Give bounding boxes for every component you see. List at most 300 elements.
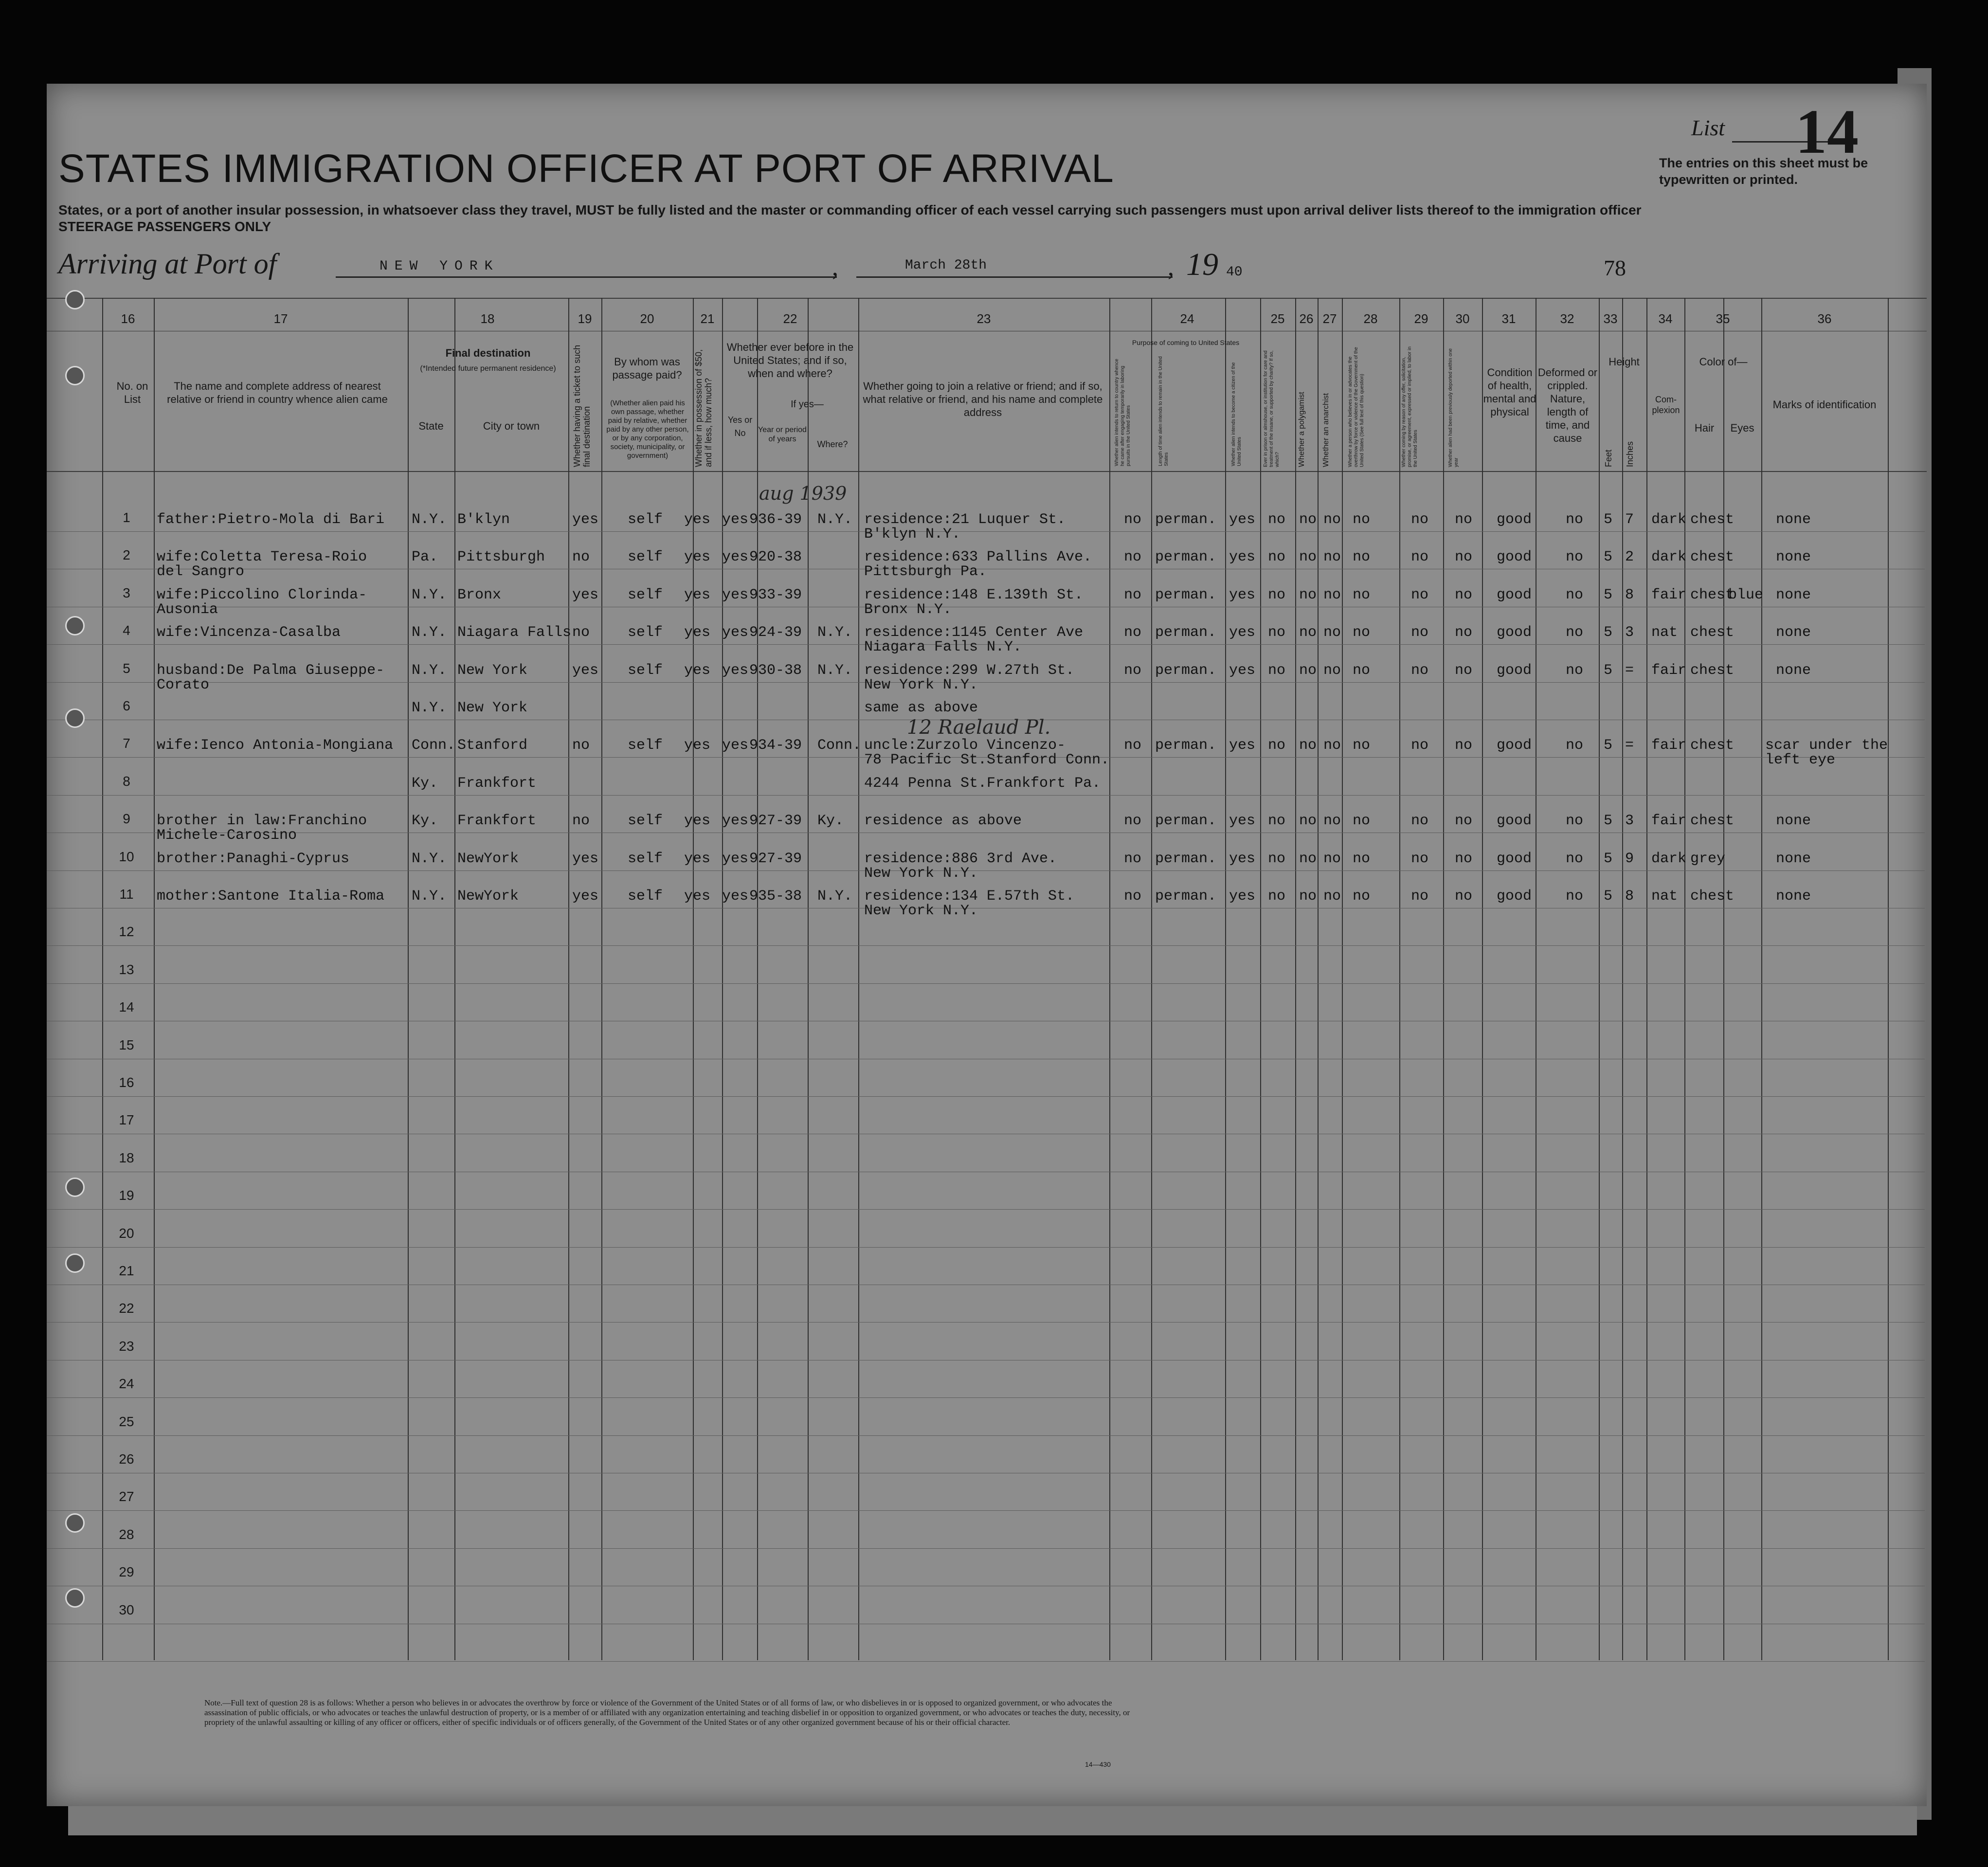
hdr-overthrow: Whether a person who believes in or advocates the overthrow by force or violence of the Government of the United States (See full text of this question) [1348, 347, 1365, 467]
hdr-feet: Feet [1604, 449, 1613, 467]
column-number: 23 [976, 311, 991, 326]
relative-name: wife:Vincenza-Casalba [157, 624, 341, 641]
length-value: perman. [1155, 813, 1217, 829]
ticket-value: yes [572, 851, 599, 867]
hdr-purpose-c: Whether alien intends to become a citizen of the United States [1231, 362, 1242, 466]
health-value: good [1497, 587, 1532, 603]
binder-hole [65, 616, 85, 635]
height-feet: 5 [1604, 587, 1613, 603]
row-rule [47, 682, 1925, 683]
column-divider [1646, 298, 1647, 1660]
row-rule [47, 1435, 1925, 1436]
hdr-purpose-a: Whether alien intends to return to country whence he came after engaging temporarily in laboring pursuits in the United States [1114, 359, 1131, 466]
hair-value: chest [1690, 813, 1735, 829]
hdr-complexion: Com-plexion [1652, 395, 1680, 415]
row-number: 14 [119, 999, 134, 1015]
year-suffix: 40 [1226, 265, 1243, 280]
prison-value: no [1268, 888, 1286, 905]
overthrow-value: no [1353, 511, 1371, 528]
column-number: 20 [640, 311, 654, 326]
polygamist-value: no [1299, 888, 1317, 905]
dest-city: Pittsburgh [457, 549, 545, 565]
anarchist-value: no [1323, 624, 1341, 641]
steerage-label: STEERAGE PASSENGERS ONLY [58, 219, 271, 234]
list-number: 14 [1795, 97, 1859, 167]
row-rule [47, 983, 1925, 984]
return-value: no [1124, 813, 1142, 829]
column-number: 18 [480, 311, 495, 326]
handwritten-address: 12 Raelaud Pl. [907, 716, 1051, 739]
hdr-period: Year or period of years [758, 426, 807, 443]
money-value: yes [684, 549, 711, 565]
binder-hole [65, 1588, 85, 1608]
citizen-value: yes [1229, 737, 1256, 754]
hdr-where: Where? [817, 439, 848, 449]
polygamist-value: no [1299, 624, 1317, 641]
column-divider [601, 298, 602, 1660]
deformed-value: no [1566, 813, 1584, 829]
citizen-value: yes [1229, 624, 1256, 641]
relative-name-cont: del Sangro [157, 563, 245, 580]
dest-state: Ky. [412, 813, 438, 829]
hair-value: grey [1690, 851, 1726, 867]
ticket-value: yes [572, 587, 599, 603]
row-number: 20 [119, 1226, 134, 1241]
offer-value: no [1411, 851, 1429, 867]
dest-city: B'klyn [457, 511, 510, 528]
column-divider [1761, 298, 1762, 1660]
offer-value: no [1411, 549, 1429, 565]
paid-by-value: self [628, 587, 663, 603]
hdr-inches: Inches [1625, 441, 1635, 467]
length-value: perman. [1155, 549, 1217, 565]
column-number: 21 [700, 311, 715, 326]
hdr-paid-by: By whom was passage paid? [612, 356, 682, 381]
length-value: perman. [1155, 851, 1217, 867]
column-number: 27 [1322, 311, 1337, 326]
column-divider [568, 298, 569, 1660]
polygamist-value: no [1299, 549, 1317, 565]
height-feet: 5 [1604, 737, 1613, 754]
ticket-value: yes [572, 511, 599, 528]
column-number: 28 [1363, 311, 1378, 326]
deported-value: no [1455, 737, 1473, 754]
column-divider [1723, 298, 1724, 1660]
relative-name: father:Pietro-Mola di Bari [157, 511, 385, 528]
return-value: no [1124, 624, 1142, 641]
where-value: N.Y. [817, 662, 853, 679]
joining-value-cont: New York N.Y. [864, 903, 978, 919]
marks-value: none [1776, 549, 1811, 565]
column-number: 24 [1180, 311, 1194, 326]
dest-state: Conn. [412, 737, 456, 754]
hdr-height: Height [1608, 356, 1640, 368]
prison-value: no [1268, 813, 1286, 829]
relative-name-cont: Corato [157, 677, 210, 693]
ship-number: 78 [1604, 255, 1626, 280]
deported-value: no [1455, 851, 1473, 867]
handwritten-date: aug 1939 [759, 483, 847, 504]
column-divider [1225, 298, 1226, 1660]
complexion-value: dark [1651, 851, 1687, 867]
ticket-value: no [572, 737, 590, 754]
column-divider [154, 298, 155, 1660]
height-feet: 5 [1604, 851, 1613, 867]
offer-value: no [1411, 587, 1429, 603]
hdr-offer: Whether coming by reason of any offer, solicitation, promise, or agreement, expressed or implied, to labor in the United States [1401, 346, 1418, 467]
health-value: good [1497, 549, 1532, 565]
hdr-eyes: Eyes [1730, 422, 1754, 434]
relative-name: brother:Panaghi-Cyprus [157, 851, 350, 867]
length-value: perman. [1155, 587, 1217, 603]
dest-state: N.Y. [412, 587, 447, 603]
year-prefix: 19 [1186, 247, 1218, 282]
port-value: NEW YORK [380, 259, 500, 274]
height-inches: = [1625, 737, 1634, 754]
dest-city: Stanford [457, 737, 528, 754]
deported-value: no [1455, 888, 1473, 905]
dest-state: N.Y. [412, 700, 447, 716]
column-number: 16 [121, 311, 135, 326]
return-value: no [1124, 587, 1142, 603]
binder-hole [65, 290, 85, 309]
citizen-value: yes [1229, 511, 1256, 528]
marks-value: none [1776, 813, 1811, 829]
column-number: 34 [1658, 311, 1673, 326]
polygamist-value: no [1299, 813, 1317, 829]
anarchist-value: no [1323, 888, 1341, 905]
return-value: no [1124, 662, 1142, 679]
height-inches: 3 [1625, 624, 1634, 641]
paid-by-value: self [628, 737, 663, 754]
before-us-value: yes [722, 549, 749, 565]
binder-hole [65, 1178, 85, 1197]
binder-hole [65, 1513, 85, 1533]
relative-name: husband:De Palma Giuseppe- [157, 662, 385, 679]
column-number: 17 [273, 311, 288, 326]
where-value: Ky. [817, 813, 844, 829]
column-number: 33 [1603, 311, 1618, 326]
joining-value: residence:633 Pallins Ave. [864, 549, 1092, 565]
money-value: yes [684, 813, 711, 829]
height-inches: 8 [1625, 888, 1634, 905]
row-number: 24 [119, 1376, 134, 1391]
port-comma: , [832, 254, 838, 281]
citizen-value: yes [1229, 888, 1256, 905]
overthrow-value: no [1353, 662, 1371, 679]
citizen-value: yes [1229, 851, 1256, 867]
column-number: 22 [783, 311, 797, 326]
polygamist-value: no [1299, 737, 1317, 754]
row-number: 4 [123, 623, 130, 638]
row-number: 12 [119, 924, 134, 939]
overthrow-value: no [1353, 813, 1371, 829]
row-number: 27 [119, 1489, 134, 1504]
money-value: yes [684, 624, 711, 641]
column-divider [454, 298, 455, 1660]
row-rule [47, 1397, 1925, 1398]
health-value: good [1497, 851, 1532, 867]
row-number: 10 [119, 849, 134, 864]
money-value: yes [684, 737, 711, 754]
joining-value-cont: Niagara Falls N.Y. [864, 639, 1022, 655]
deformed-value: no [1566, 511, 1584, 528]
where-value: N.Y. [817, 624, 853, 641]
relative-name: wife:Coletta Teresa-Roio [157, 549, 367, 565]
column-divider [1295, 298, 1296, 1660]
citizen-value: yes [1229, 549, 1256, 565]
where-value: N.Y. [817, 888, 853, 905]
eyes-value: blue [1728, 587, 1764, 603]
dest-city: Frankfort [457, 813, 537, 829]
table-top-line [47, 298, 1927, 299]
form-code: 14—430 [1085, 1760, 1111, 1768]
dest-state: N.Y. [412, 511, 447, 528]
hair-value: chest [1690, 737, 1735, 754]
column-divider [1684, 298, 1685, 1660]
money-value: yes [684, 511, 711, 528]
row-number: 23 [119, 1339, 134, 1354]
column-divider [693, 298, 694, 1660]
overthrow-value: no [1353, 737, 1371, 754]
joining-value-cont: New York N.Y. [864, 677, 978, 693]
citizen-value: yes [1229, 813, 1256, 829]
offer-value: no [1411, 511, 1429, 528]
length-value: perman. [1155, 511, 1217, 528]
row-number: 11 [119, 887, 134, 902]
hair-value: chest [1690, 662, 1735, 679]
hair-value: chest [1690, 549, 1735, 565]
row-number: 1 [123, 510, 130, 525]
anarchist-value: no [1323, 511, 1341, 528]
return-value: no [1124, 511, 1142, 528]
row-number: 3 [123, 585, 130, 600]
period-value: 927-39 [749, 813, 802, 829]
offer-value: no [1411, 813, 1429, 829]
deported-value: no [1455, 813, 1473, 829]
overthrow-value: no [1353, 549, 1371, 565]
binder-hole [65, 1253, 85, 1273]
anarchist-value: no [1323, 549, 1341, 565]
joining-value: residence:886 3rd Ave. [864, 851, 1057, 867]
return-value: no [1124, 888, 1142, 905]
column-number: 26 [1299, 311, 1314, 326]
deformed-value: no [1566, 888, 1584, 905]
marks-value: none [1776, 662, 1811, 679]
hdr-city: City or town [483, 420, 540, 432]
row-rule [47, 1548, 1925, 1549]
money-value: yes [684, 851, 711, 867]
height-inches: 7 [1625, 511, 1634, 528]
before-us-value: yes [722, 624, 749, 641]
prison-value: no [1268, 511, 1286, 528]
citizen-value: yes [1229, 662, 1256, 679]
column-number: 19 [578, 311, 592, 326]
paid-by-value: self [628, 888, 663, 905]
row-number: 7 [123, 736, 130, 751]
hdr-ticket: Whether having a ticket to such final destination [572, 344, 592, 467]
row-number: 21 [119, 1263, 134, 1278]
health-value: good [1497, 662, 1532, 679]
deported-value: no [1455, 662, 1473, 679]
height-feet: 5 [1604, 888, 1613, 905]
joining-value: uncle:Zurzolo Vincenzo- [864, 737, 1066, 754]
dest-city: New York [457, 662, 528, 679]
dest-city: NewYork [457, 851, 519, 867]
before-us-value: yes [722, 662, 749, 679]
prison-value: no [1268, 624, 1286, 641]
row-number: 13 [119, 962, 134, 977]
joining-value-cont: New York N.Y. [864, 865, 978, 882]
joining-value: 4244 Penna St.Frankfort Pa. [864, 775, 1101, 792]
joining-value: residence:21 Luquer St. [864, 511, 1066, 528]
deported-value: no [1455, 624, 1473, 641]
height-feet: 5 [1604, 549, 1613, 565]
hdr-deformed: Deformed or crippled. Nature, length of time, and cause [1537, 366, 1598, 444]
list-label: List [1691, 115, 1725, 140]
hdr-deported: Whether alien had been previously deported within one year [1448, 348, 1459, 467]
column-number: 30 [1455, 311, 1470, 326]
money-value: yes [684, 587, 711, 603]
prison-value: no [1268, 737, 1286, 754]
dest-state: N.Y. [412, 624, 447, 641]
joining-value: residence:1145 Center Ave [864, 624, 1084, 641]
before-us-value: yes [722, 813, 749, 829]
port-line [336, 276, 837, 278]
hdr-yes-no: Yes or No [727, 415, 753, 438]
anarchist-value: no [1323, 662, 1341, 679]
prison-value: no [1268, 587, 1286, 603]
dest-state: N.Y. [412, 851, 447, 867]
dest-state: N.Y. [412, 662, 447, 679]
row-rule [47, 531, 1925, 532]
height-feet: 5 [1604, 624, 1613, 641]
row-rule [47, 1661, 1925, 1662]
complexion-value: nat [1651, 888, 1678, 905]
height-inches: 9 [1625, 851, 1634, 867]
dest-state: Pa. [412, 549, 438, 565]
column-divider [408, 298, 409, 1660]
column-number: 35 [1716, 311, 1730, 326]
column-divider [1318, 298, 1319, 1660]
complexion-value: fair [1651, 587, 1687, 603]
hdr-if-yes: If yes— [791, 399, 824, 410]
health-value: good [1497, 511, 1532, 528]
dest-city: Frankfort [457, 775, 537, 792]
binder-hole [65, 366, 85, 385]
marks-value-cont: left eye [1765, 752, 1836, 768]
row-number: 9 [123, 811, 130, 826]
row-number: 19 [119, 1188, 134, 1203]
paid-by-value: self [628, 662, 663, 679]
joining-value: same as above [864, 700, 978, 716]
paid-by-value: self [628, 624, 663, 641]
deported-value: no [1455, 511, 1473, 528]
period-value: 933-39 [749, 587, 802, 603]
marks-value: none [1776, 587, 1811, 603]
row-rule [47, 1247, 1925, 1248]
period-value: 924-39 [749, 624, 802, 641]
paid-by-value: self [628, 851, 663, 867]
ticket-value: yes [572, 662, 599, 679]
row-number: 28 [119, 1527, 134, 1542]
row-rule [47, 1322, 1925, 1323]
length-value: perman. [1155, 888, 1217, 905]
relative-name: brother in law:Franchino [157, 813, 367, 829]
column-divider [1599, 298, 1600, 1660]
complexion-value: nat [1651, 624, 1678, 641]
row-number: 18 [119, 1150, 134, 1165]
height-inches: 8 [1625, 587, 1634, 603]
relative-name: mother:Santone Italia-Roma [157, 888, 385, 905]
dest-state: Ky. [412, 775, 438, 792]
header-bottom-line [47, 471, 1927, 472]
row-number: 5 [123, 661, 130, 676]
before-us-value: yes [722, 737, 749, 754]
date-comma: , [1168, 254, 1174, 281]
relative-name: wife:Ienco Antonia-Mongiana [157, 737, 394, 754]
period-value: 930-38 [749, 662, 802, 679]
period-value: 935-38 [749, 888, 802, 905]
money-value: yes [684, 888, 711, 905]
prison-value: no [1268, 851, 1286, 867]
column-divider [1622, 298, 1623, 1660]
hdr-hair: Hair [1694, 422, 1715, 434]
paid-by-value: self [628, 549, 663, 565]
deported-value: no [1455, 587, 1473, 603]
hdr-before-us: Whether ever before in the United States; and if so, when and where? [726, 341, 854, 380]
row-number: 8 [123, 774, 130, 789]
deformed-value: no [1566, 624, 1584, 641]
hdr-paid-by-note: (Whether alien paid his own passage, whether paid by relative, whether paid by any other person, or by any corporation, society, municipality, or government) [606, 399, 689, 460]
period-value: 936-39 [749, 511, 802, 528]
before-us-value: yes [722, 511, 749, 528]
column-divider [102, 298, 103, 1660]
hair-value: chest [1690, 624, 1735, 641]
row-number: 17 [119, 1112, 134, 1127]
offer-value: no [1411, 888, 1429, 905]
hdr-marks: Marks of identification [1772, 399, 1877, 411]
manifest-sheet [47, 84, 1927, 1806]
offer-value: no [1411, 737, 1429, 754]
column-number: 32 [1560, 311, 1574, 326]
height-inches: 2 [1625, 549, 1634, 565]
row-number: 2 [123, 547, 130, 562]
marks-value: none [1776, 851, 1811, 867]
marks-value: none [1776, 888, 1811, 905]
ticket-value: no [572, 813, 590, 829]
paper-bottom-edge [68, 1806, 1917, 1835]
hdr-state: State [418, 420, 444, 432]
ticket-value: no [572, 549, 590, 565]
period-value: 927-39 [749, 851, 802, 867]
row-rule [47, 795, 1925, 796]
date-line [856, 276, 1173, 278]
hdr-color-of: Color of— [1699, 356, 1748, 368]
length-value: perman. [1155, 662, 1217, 679]
hair-value: chest [1690, 587, 1735, 603]
dest-city: Niagara Falls [457, 624, 572, 641]
deformed-value: no [1566, 737, 1584, 754]
form-instruction: States, or a port of another insular possession, in whatsoever class they travel, MUST be fully listed and the master or commanding officer of each vessel carrying such passengers must upon arrival deliver lists thereof to the immigration officer [58, 202, 1642, 218]
row-number: 29 [119, 1564, 134, 1579]
hdr-money: Whether in possession of $50, and if less, how much? [694, 349, 713, 467]
sheet-note: The entries on this sheet must be typewritten or printed. [1659, 156, 1868, 187]
row-number: 22 [119, 1301, 134, 1316]
hdr-no-on-list: No. on List [116, 380, 148, 405]
hdr-joining: Whether going to join a relative or friend; and if so, what relative or friend, and his name and complete address [863, 380, 1103, 418]
joining-value: residence:134 E.57th St. [864, 888, 1075, 905]
